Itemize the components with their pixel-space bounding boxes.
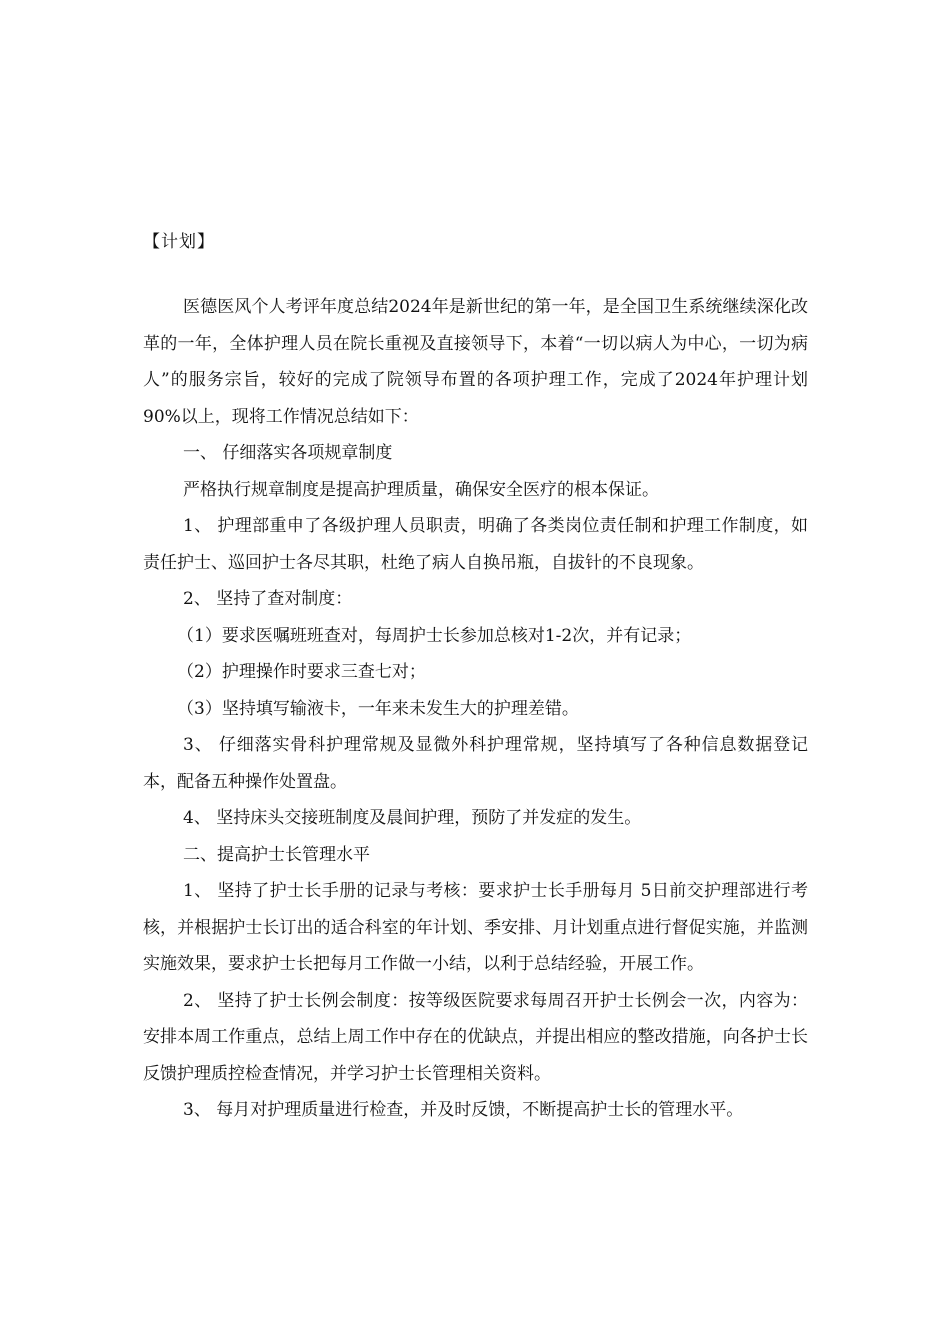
section-heading-2: 二、提高护士长管理水平	[183, 844, 370, 865]
sub-list-item: （1）要求医嘱班班查对，每周护士长参加总核对1-2次，并有记录；	[177, 625, 692, 646]
list-item: 3、 仔细落实骨科护理常规及显微外科护理常规，坚持填写了各种信息数据登记本，配备五种操作处置盘。	[143, 735, 808, 792]
list-item: 2、 坚持了查对制度：	[183, 589, 353, 609]
list-item: 1、 护理部重申了各级护理人员职责，明确了各类岗位责任制和护理工作制度，如责任护士、巡回护士各尽其职，杜绝了病人自换吊瓶，自拔针的不良现象。	[143, 516, 808, 573]
paragraph: 严格执行规章制度是提高护理质量，确保安全医疗的根本保证。	[183, 479, 659, 500]
list-item: 4、 坚持床头交接班制度及晨间护理，预防了并发症的发生。	[183, 808, 642, 828]
list-item: 2、 坚持了护士长例会制度：按等级医院要求每周召开护士长例会一次，内容为：安排本周工作重点，总结上周工作中存在的优缺点，并提出相应的整改措施，向各护士长反馈护理质控检查情况，并学习护士长管理相关资料。	[143, 990, 808, 1084]
intro-paragraph: 医德医风个人考评年度总结2024年是新世纪的第一年，是全国卫生系统继续深化改革的一年，全体护理人员在院长重视及直接领导下，本着“一切以病人为中心，一切为病人”的服务宗旨，较好的完成了院领导布置的各项护理工作，完成了2024年护理计划90%以上，现将工作情况总结如下：	[143, 297, 808, 427]
sub-list-item: （2）护理操作时要求三查七对；	[177, 662, 426, 682]
list-item: 3、 每月对护理质量进行检查，并及时反馈，不断提高护士长的管理水平。	[183, 1100, 744, 1120]
document-body	[143, 289, 808, 1129]
list-item: 1、 坚持了护士长手册的记录与考核：要求护士长手册每月 5日前交护理部进行考核，并根据护士长订出的适合科室的年计划、季安排、月计划重点进行督促实施，并监测实施效果，要求护士长把每月工作做一小结，以利于总结经验，开展工作。	[143, 881, 808, 974]
section-heading-1: 一、 仔细落实各项规章制度	[183, 443, 393, 463]
document-heading: 【计划】	[143, 232, 215, 252]
sub-list-item: （3）坚持填写输液卡，一年来未发生大的护理差错。	[177, 698, 579, 719]
